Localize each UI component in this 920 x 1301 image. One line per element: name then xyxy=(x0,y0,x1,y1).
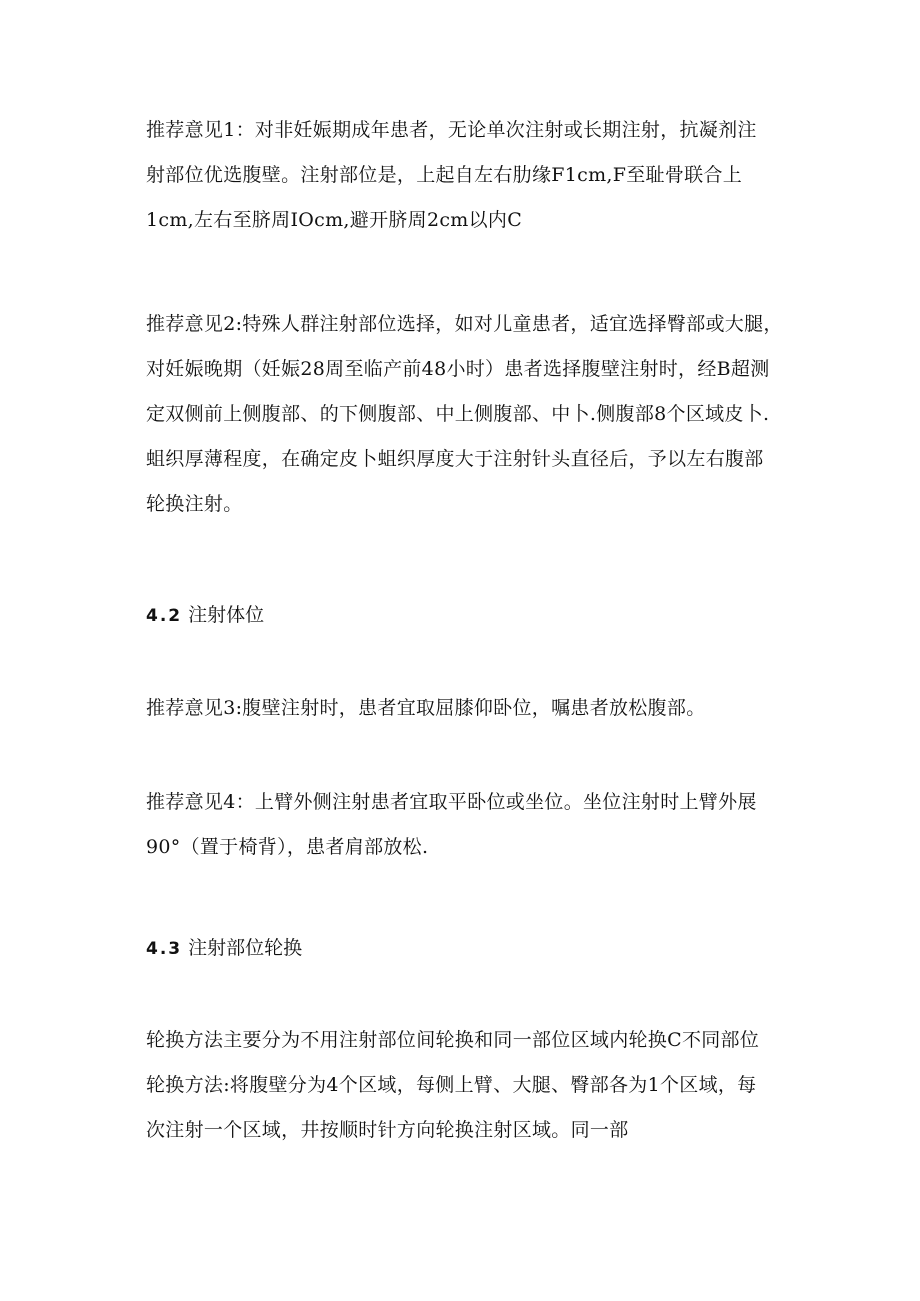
text-line: 蛆织厚薄程度，在确定皮卜蛆织厚度大于注射针头直径后，予以左右腹部 xyxy=(146,448,764,470)
text-line: 推荐意见2:特殊人群注射部位选择，如对儿童患者，适宜选择臀部或大腿， xyxy=(146,313,783,335)
text-line: 对妊娠晚期（妊娠28周至临产前48小时）患者选择腹壁注射时，经B超测 xyxy=(146,358,770,380)
text-line: 轮换方法:将腹壁分为4个区域，每侧上臂、大腿、臀部各为1个区域，每 xyxy=(146,1074,757,1096)
text-line: 推荐意见1：对非妊娠期成年患者，无论单次注射或长期注射，抗凝剂注 xyxy=(146,119,757,141)
text-line: 定双侧前上侧腹部、的下侧腹部、中上侧腹部、中卜.侧腹部8个区域皮卜. xyxy=(146,403,770,425)
rotation-method-paragraph xyxy=(146,1018,786,1153)
text-line: 推荐意见4：上臂外侧注射患者宜取平卧位或坐位。坐位注射时上臂外展 xyxy=(146,791,757,813)
section-heading-4-3 xyxy=(146,926,302,972)
section-title: 注射部位轮换 xyxy=(188,937,303,959)
recommendation-2-paragraph xyxy=(146,302,786,527)
recommendation-3-paragraph xyxy=(146,686,786,731)
text-line: 次注射一个区域，井按顺时针方向轮换注射区域。同一部 xyxy=(146,1119,629,1141)
recommendation-1-paragraph xyxy=(146,108,786,243)
text-line: 90°（置于椅背），患者肩部放松. xyxy=(146,836,429,858)
section-title: 注射体位 xyxy=(188,604,265,626)
text-line: 轮换注射。 xyxy=(146,493,243,515)
section-number: 4.3 xyxy=(146,939,183,959)
recommendation-4-paragraph xyxy=(146,780,786,870)
section-heading-4-2 xyxy=(146,593,264,639)
text-line: 推荐意见3:腹壁注射时，患者宜取屈膝仰卧位，嘱患者放松腹部。 xyxy=(146,697,706,719)
section-number: 4.2 xyxy=(146,606,183,626)
text-line: 轮换方法主要分为不用注射部位间轮换和同一部位区域内轮换C不同部位 xyxy=(146,1029,760,1051)
text-line: 射部位优选腹壁。注射部位是，上起自左右肋缘F1cm,F至耻骨联合上 xyxy=(146,164,743,186)
text-line: 1cm,左右至脐周IOcm,避开脐周2cm以内C xyxy=(146,209,523,231)
